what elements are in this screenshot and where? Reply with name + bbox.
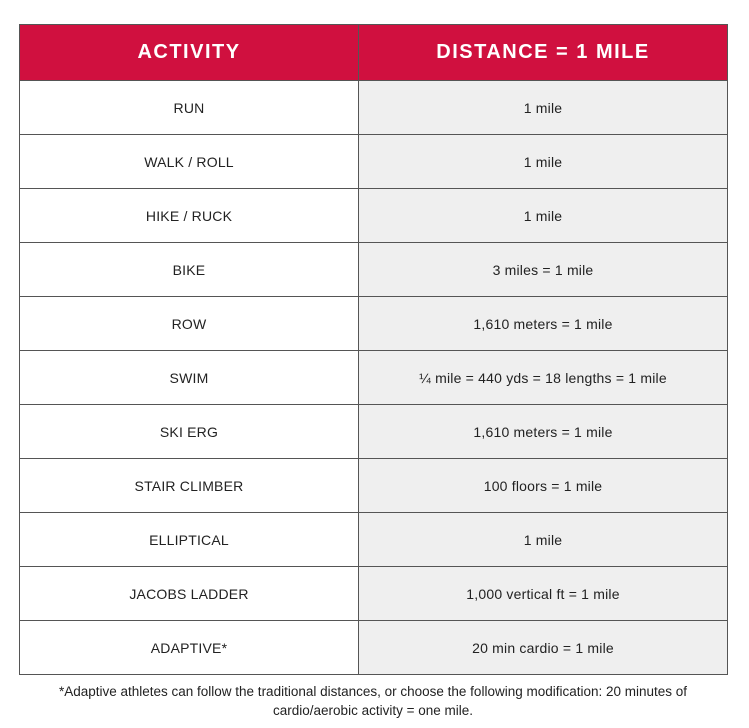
distance-cell: 20 min cardio = 1 mile (359, 621, 728, 675)
header-distance: DISTANCE = 1 MILE (359, 25, 728, 81)
table-row (20, 81, 728, 135)
activity-cell: HIKE / RUCK (20, 189, 359, 243)
distance-cell: 1 mile (359, 81, 728, 135)
table-row (20, 243, 728, 297)
distance-cell: 1 mile (359, 513, 728, 567)
table-row (20, 567, 728, 621)
activity-cell: WALK / ROLL (20, 135, 359, 189)
distance-cell: 1,610 meters = 1 mile (359, 297, 728, 351)
table-row (20, 297, 728, 351)
table-header-row (20, 25, 728, 81)
table-row (20, 459, 728, 513)
activity-cell: STAIR CLIMBER (20, 459, 359, 513)
distance-cell: 100 floors = 1 mile (359, 459, 728, 513)
table-row (20, 405, 728, 459)
activity-distance-table (19, 24, 728, 675)
activity-cell: ELLIPTICAL (20, 513, 359, 567)
activity-cell: SWIM (20, 351, 359, 405)
distance-cell: 3 miles = 1 mile (359, 243, 728, 297)
table-row (20, 513, 728, 567)
distance-cell: 1,000 vertical ft = 1 mile (359, 567, 728, 621)
activity-cell: BIKE (20, 243, 359, 297)
activity-distance-table-container (19, 24, 727, 675)
activity-cell: SKI ERG (20, 405, 359, 459)
header-activity: ACTIVITY (20, 25, 359, 81)
activity-cell: ADAPTIVE* (20, 621, 359, 675)
distance-cell: 1 mile (359, 135, 728, 189)
table-row (20, 351, 728, 405)
distance-cell: 1 mile (359, 189, 728, 243)
activity-cell: RUN (20, 81, 359, 135)
table-row (20, 189, 728, 243)
distance-cell: 1,610 meters = 1 mile (359, 405, 728, 459)
activity-cell: ROW (20, 297, 359, 351)
table-row (20, 621, 728, 675)
table-row (20, 135, 728, 189)
activity-cell: JACOBS LADDER (20, 567, 359, 621)
adaptive-footnote: *Adaptive athletes can follow the traditional distances, or choose the following modification: 20 minutes of cardio/aerobic activity = one mile. (58, 684, 688, 718)
distance-cell: ¼ mile = 440 yds = 18 lengths = 1 mile (359, 351, 728, 405)
